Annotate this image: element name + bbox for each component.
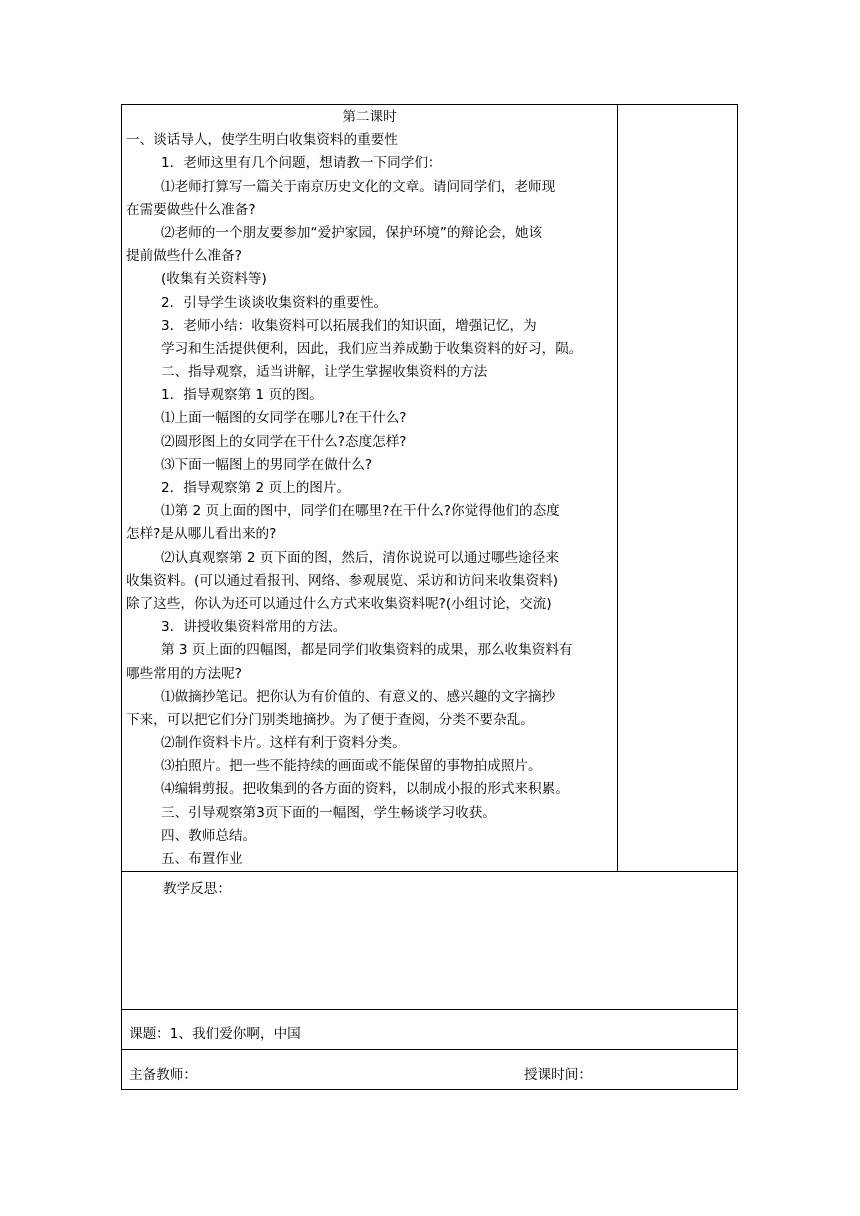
lesson-line: 哪些常用的方法呢?: [126, 665, 242, 682]
time-label: 授课时间：: [524, 1067, 592, 1083]
lesson-line: 3．老师小结：收集资料可以拓展我们的知识面，增强记忆，为: [161, 317, 537, 334]
lesson-line: 1．老师这里有几个问题，想请教一下同学们：: [161, 155, 442, 172]
lesson-title: 第二课时: [342, 109, 397, 125]
reflection-label: 教学反思：: [163, 881, 231, 897]
lesson-line: 第 3 页上面的四幅图，都是同学们收集资料的成果，那么收集资料有: [161, 642, 573, 659]
lesson-line: ⑵认真观察第 2 页下面的图，然后，清你说说可以通过哪些途径来: [161, 549, 559, 566]
row-divider-footer: [122, 1049, 737, 1050]
lesson-line: 2．引导学生谈谈收集资料的重要性。: [161, 294, 388, 311]
lesson-line: 五、布置作业: [161, 851, 243, 867]
lesson-line: ⑵制作资料卡片。这样有利于资料分类。: [161, 735, 406, 752]
lesson-line: 怎样?是从哪儿看出来的?: [126, 526, 277, 543]
lesson-line: 学习和生活提供便利，因此，我们应当养成勤于收集资料的好习，陨。: [161, 340, 583, 357]
lesson-line: 一、谈话导人，使学生明白收集资料的重要性: [126, 132, 398, 149]
teacher-label: 主备教师：: [129, 1067, 197, 1083]
lesson-line: ⑵老师的一个朋友要参加“爱护家园，保护环境”的辩论会，她该: [161, 224, 543, 241]
lesson-line: 在需要做些什么准备?: [126, 201, 256, 218]
lesson-line: (收集有关资料等): [161, 271, 267, 288]
lesson-line: 四、教师总结。: [161, 827, 257, 844]
row-divider-reflection: [122, 871, 737, 872]
lesson-line: 三、引导观察第3页下面的一幅图，学生畅谈学习收获。: [161, 804, 496, 821]
lesson-line: 除了这些，你认为还可以通过什么方式来收集资料呢?(小组讨论，交流): [126, 595, 552, 612]
lesson-line: 1．指导观察第 1 页的图。: [161, 387, 323, 404]
lesson-line: 下来，可以把它们分门别类地摘抄。为了便于查阅，分类不要杂乱。: [126, 711, 534, 728]
column-divider: [617, 105, 618, 871]
lesson-line: 2．指导观察第 2 页上的图片。: [161, 480, 351, 496]
lesson-plan-table: [121, 104, 738, 1090]
lesson-line: ⑷编辑剪报。把收集到的各方面的资料，以制成小报的形式来积累。: [161, 781, 569, 798]
lesson-line: 3．讲授收集资料常用的方法。: [161, 619, 347, 636]
lesson-line: ⑶下面一幅图上的男同学在做什么?: [161, 456, 373, 473]
lesson-line: 提前做些什么准备?: [126, 248, 242, 265]
row-divider-topic: [122, 1009, 737, 1010]
lesson-line: ⑶拍照片。把一些不能持续的画面或不能保留的事物拍成照片。: [161, 758, 542, 775]
lesson-line: 二、指导观察，适当讲解，让学生掌握收集资料的方法: [161, 364, 488, 381]
topic-label: 课题：1、我们爱你啊，中国: [129, 1026, 301, 1042]
lesson-content-cell: [122, 105, 617, 871]
lesson-line: 收集资料。(可以通过看报刊、网络、参观展览、采访和访问来收集资料): [126, 572, 559, 589]
lesson-line: ⑴做摘抄笔记。把你认为有价值的、有意义的、感兴趣的文字摘抄: [161, 688, 556, 705]
lesson-line: ⑴老师打算写一篇关于南京历史文化的文章。请问同学们，老师现: [161, 178, 556, 195]
lesson-line: ⑵圆形图上的女同学在干什么?态度怎样?: [161, 433, 407, 450]
lesson-line: ⑴第 2 页上面的图中，同学们在哪里?在干什么?你觉得他们的态度: [161, 503, 560, 520]
lesson-line: ⑴上面一幅图的女同学在哪儿?在干什么?: [161, 410, 407, 427]
